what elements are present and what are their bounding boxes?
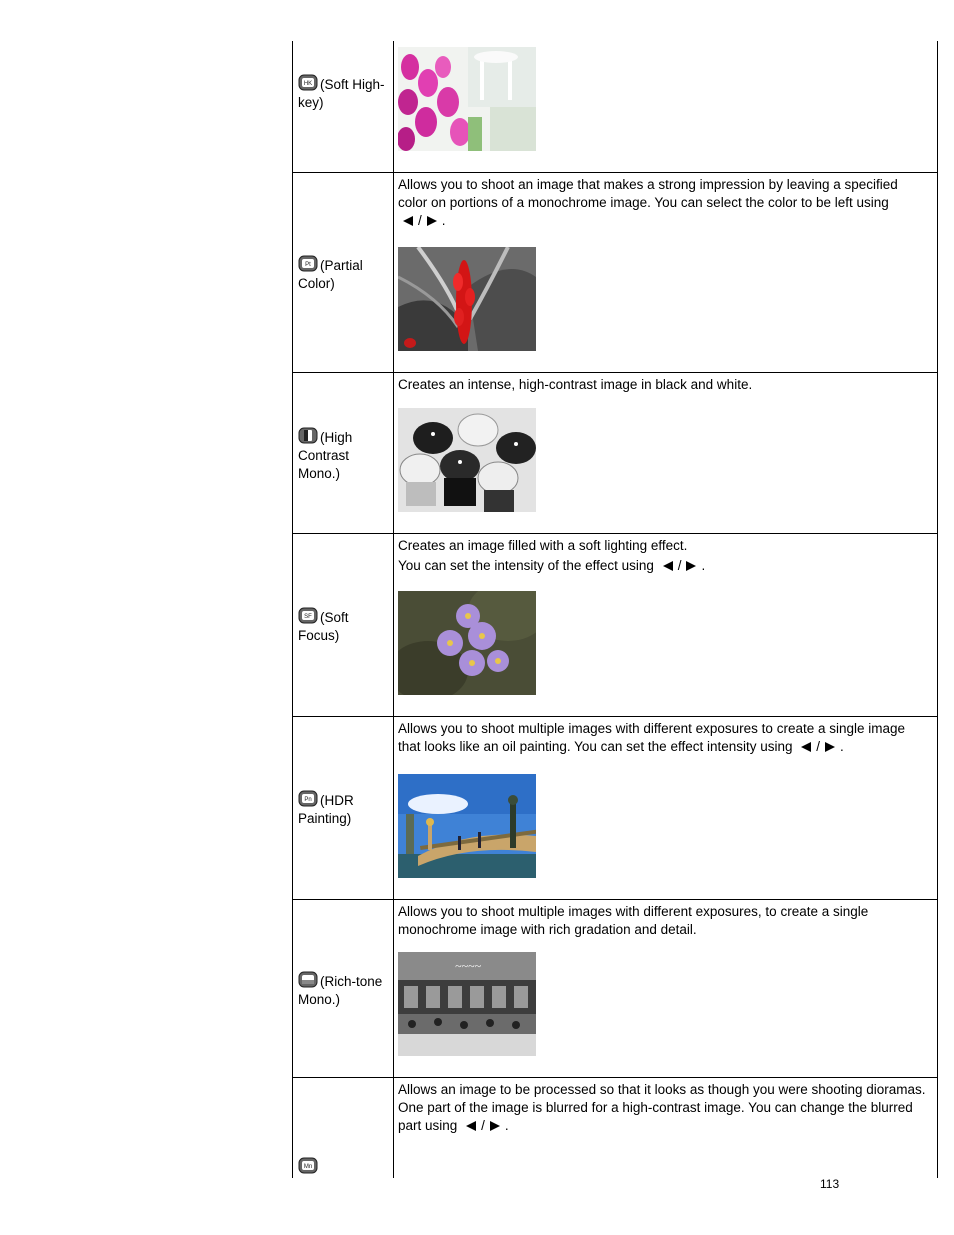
table-row-label: Pn (HDR Painting) xyxy=(298,790,390,828)
right-arrow-icon xyxy=(488,1120,502,1132)
table-row-description: Allows you to shoot multiple images with different exposures, to create a single monochrome image with rich gradation and detail. xyxy=(398,904,869,937)
right-arrow-icon xyxy=(823,741,837,753)
table-column-divider xyxy=(393,41,394,1178)
table-row-description: Allows you to shoot an image that makes a strong impression by leaving a specified color on portions of a monochrome image. You can select the color to be left using / . xyxy=(398,177,898,228)
table-row-description: Allows you to shoot multiple images with different exposures to create a single image that looks like an oil painting. You can set the effect intensity using / . xyxy=(398,721,906,754)
miniature-icon xyxy=(298,1157,318,1175)
row-divider xyxy=(292,372,938,373)
high-contrast-mono-icon xyxy=(298,427,318,445)
svg-text:HK: HK xyxy=(303,81,313,87)
table-row-label xyxy=(298,1157,390,1177)
row-divider xyxy=(292,172,938,173)
table-row-description: Creates an image filled with a soft lighting effect. You can set the intensity of the effect using / . xyxy=(398,538,706,573)
page-number: 113 xyxy=(820,1177,840,1191)
partial-color-icon xyxy=(298,255,318,273)
sample-photo-cupcakes xyxy=(398,408,536,512)
table-left-border xyxy=(292,41,293,1178)
table-row-description: Creates an intense, high-contrast image in black and white. xyxy=(398,377,753,392)
left-arrow-icon xyxy=(799,741,813,753)
table-row-label: SF (Soft Focus) xyxy=(298,607,390,645)
soft-focus-icon xyxy=(298,607,318,625)
left-arrow-icon xyxy=(464,1120,478,1132)
table-row-label: (High Contrast Mono.) xyxy=(298,427,390,483)
table-row-description: Allows an image to be processed so that it looks as though you were shooting dioramas. One part of the image is blurred for a high-contrast image. You can change the blurred part using / . xyxy=(398,1082,926,1133)
table-row-label: HK (Soft High-key) xyxy=(298,74,390,112)
table-row-label: Pt (Partial Color) xyxy=(298,255,390,293)
hdr-painting-icon xyxy=(298,790,318,808)
row-divider xyxy=(292,533,938,534)
svg-text:SF: SF xyxy=(304,614,312,620)
row-divider xyxy=(292,716,938,717)
table-right-border xyxy=(937,41,938,1178)
svg-text:Pn: Pn xyxy=(304,797,312,803)
rich-tone-mono-icon xyxy=(298,971,318,989)
svg-text:~~~~: ~~~~ xyxy=(455,959,481,973)
right-arrow-icon xyxy=(425,215,439,227)
sample-photo-purple-flowers xyxy=(398,591,536,695)
soft-high-key-icon xyxy=(298,74,318,92)
left-arrow-icon xyxy=(661,560,675,572)
svg-text:Mn: Mn xyxy=(303,1164,313,1170)
sample-photo-red-flower xyxy=(398,247,536,351)
sample-photo-tulips xyxy=(398,47,536,151)
svg-text:Pt: Pt xyxy=(305,262,311,268)
right-arrow-icon xyxy=(684,560,698,572)
row-divider xyxy=(292,899,938,900)
sample-photo-bridge xyxy=(398,774,536,878)
left-arrow-icon xyxy=(401,215,415,227)
sample-photo-cafe xyxy=(398,952,536,1056)
table-row-label: (Rich-tone Mono.) xyxy=(298,971,390,1009)
row-divider xyxy=(292,1077,938,1078)
